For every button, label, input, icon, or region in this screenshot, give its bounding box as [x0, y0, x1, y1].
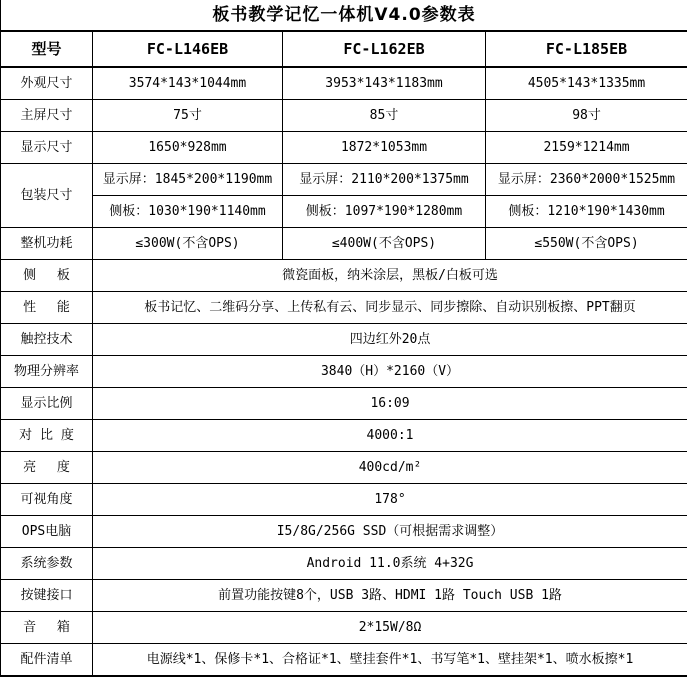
header-label-model: 型号: [1, 31, 93, 67]
row-label: 包装尺寸: [1, 164, 93, 228]
row-label: 对 比 度: [1, 420, 93, 452]
row-label: 外观尺寸: [1, 67, 93, 100]
row-speaker: [1, 612, 687, 644]
cell-value: 2159*1214mm: [486, 132, 687, 164]
model-name-2: FC-L162EB: [283, 31, 486, 67]
row-brightness: [1, 452, 687, 484]
row-label: 物理分辨率: [1, 356, 93, 388]
cell-value: 1872*1053mm: [283, 132, 486, 164]
row-ops-computer: [1, 516, 687, 548]
cell-value: 85寸: [283, 100, 486, 132]
row-label: 配件清单: [1, 644, 93, 677]
cell-value: ≤400W(不含OPS): [283, 228, 486, 260]
row-accessories: [1, 644, 687, 677]
row-side-panel: [1, 260, 687, 292]
row-features: [1, 292, 687, 324]
cell-value: 3574*143*1044mm: [93, 67, 283, 100]
row-label: 主屏尺寸: [1, 100, 93, 132]
row-label: 可视角度: [1, 484, 93, 516]
model-name-3: FC-L185EB: [486, 31, 687, 67]
row-label: 音 箱: [1, 612, 93, 644]
cell-value: I5/8G/256G SSD（可根据需求调整）: [93, 516, 687, 548]
cell-value: 前置功能按键8个，USB 3路、HDMI 1路 Touch USB 1路: [93, 580, 687, 612]
cell-value: ≤300W(不含OPS): [93, 228, 283, 260]
row-main-screen-size: [1, 100, 687, 132]
cell-value: 75寸: [93, 100, 283, 132]
cell-value: 4000:1: [93, 420, 687, 452]
cell-value: 侧板：1030*190*1140mm: [93, 196, 283, 228]
cell-value: 显示屏：2360*2000*1525mm: [486, 164, 687, 196]
model-header-row: [1, 31, 687, 67]
cell-value: 400cd/m²: [93, 452, 687, 484]
row-label: 触控技术: [1, 324, 93, 356]
row-packing-size-side: [1, 196, 687, 228]
cell-value: Android 11.0系统 4+32G: [93, 548, 687, 580]
row-appearance-size: [1, 67, 687, 100]
row-label: 整机功耗: [1, 228, 93, 260]
cell-value: 侧板：1210*190*1430mm: [486, 196, 687, 228]
row-viewing-angle: [1, 484, 687, 516]
cell-value: 4505*143*1335mm: [486, 67, 687, 100]
cell-value: 显示屏：2110*200*1375mm: [283, 164, 486, 196]
cell-value: 16:09: [93, 388, 687, 420]
cell-value: ≤550W(不含OPS): [486, 228, 687, 260]
row-physical-resolution: [1, 356, 687, 388]
cell-value: 3953*143*1183mm: [283, 67, 486, 100]
cell-value: 四边红外20点: [93, 324, 687, 356]
row-label: 性 能: [1, 292, 93, 324]
cell-value: 1650*928mm: [93, 132, 283, 164]
model-name-1: FC-L146EB: [93, 31, 283, 67]
row-label: 系统参数: [1, 548, 93, 580]
row-system-parameters: [1, 548, 687, 580]
row-label: 侧 板: [1, 260, 93, 292]
row-display-size: [1, 132, 687, 164]
row-power-consumption: [1, 228, 687, 260]
row-label: 显示比例: [1, 388, 93, 420]
row-packing-size-display: [1, 164, 687, 196]
cell-value: 3840（H）*2160（V）: [93, 356, 687, 388]
cell-value: 侧板：1097*190*1280mm: [283, 196, 486, 228]
cell-value: 微瓷面板，纳米涂层，黑板/白板可选: [93, 260, 687, 292]
cell-value: 显示屏：1845*200*1190mm: [93, 164, 283, 196]
page-title: 板书教学记忆一体机V4.0参数表: [1, 0, 687, 31]
row-label: OPS电脑: [1, 516, 93, 548]
row-touch-technology: [1, 324, 687, 356]
title-row: [1, 0, 687, 31]
cell-value: 电源线*1、保修卡*1、合格证*1、壁挂套件*1、书写笔*1、壁挂架*1、喷水板擦*1: [93, 644, 687, 677]
row-label: 按键接口: [1, 580, 93, 612]
cell-value: 98寸: [486, 100, 687, 132]
row-label: 显示尺寸: [1, 132, 93, 164]
row-buttons-ports: [1, 580, 687, 612]
cell-value: 178°: [93, 484, 687, 516]
cell-value: 2*15W/8Ω: [93, 612, 687, 644]
row-aspect-ratio: [1, 388, 687, 420]
row-contrast-ratio: [1, 420, 687, 452]
row-label: 亮 度: [1, 452, 93, 484]
cell-value: 板书记忆、二维码分享、上传私有云、同步显示、同步擦除、自动识别板擦、PPT翻页: [93, 292, 687, 324]
